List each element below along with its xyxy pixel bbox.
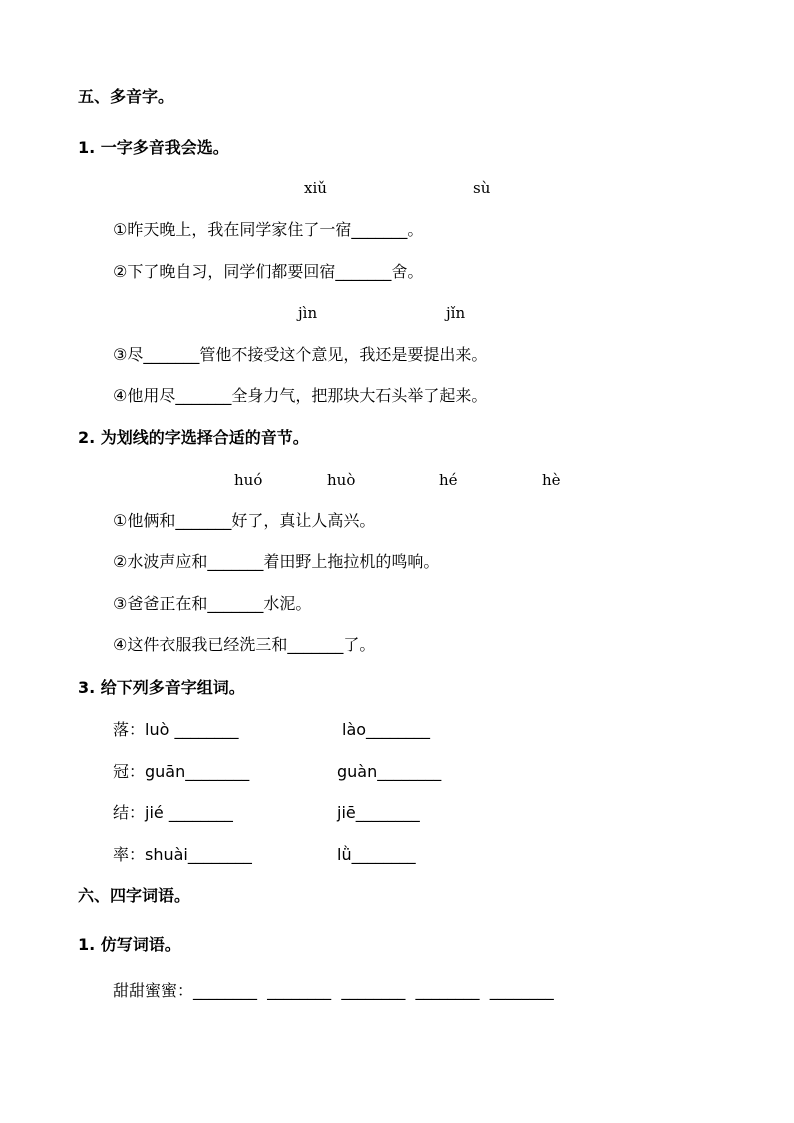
imitate-words-line: 甜甜蜜蜜：________ ________ ________ ________ ________ [113,981,554,1000]
pinyin-huo4: huò [327,471,356,489]
q1-item-3: ③尽_______管他不接受这个意见，我还是要提出来。 [113,345,488,364]
question-2-title: 2. 为划线的字选择合适的音节。 [78,428,309,447]
q3-row-4-right: lǜ________ [337,845,416,864]
pinyin-xiu: xiǔ [304,179,327,197]
q3-row-2-left: 冠：guān________ [113,762,250,781]
pinyin-huo2: huó [234,471,263,489]
q2-item-1: ①他俩和_______好了，真让人高兴。 [113,511,376,530]
question-1-title: 1. 一字多音我会选。 [78,138,229,157]
q3-row-1-right: lào________ [342,720,431,739]
q1-item-1: ①昨天晚上，我在同学家住了一宿_______。 [113,220,424,239]
q1-item-4: ④他用尽_______全身力气，把那块大石头举了起来。 [113,386,488,405]
section-6-title: 六、四字词语。 [78,886,191,905]
pinyin-he2: hé [439,471,458,489]
pinyin-he4: hè [542,471,561,489]
q1-item-2: ②下了晚自习，同学们都要回宿_______舍。 [113,262,424,281]
q3-row-3-right: jiē________ [337,803,420,822]
pinyin-su: sù [473,179,491,197]
pinyin-jin4: jìn [298,304,318,322]
q3-row-4-left: 率：shuài________ [113,845,252,864]
question-3-title: 3. 给下列多音字组词。 [78,678,245,697]
q3-row-2-right: guàn________ [337,762,442,781]
section-5-title: 五、多音字。 [78,87,175,106]
q3-row-1-left: 落：luò ________ [113,720,239,739]
section-6-question-1-title: 1. 仿写词语。 [78,935,181,954]
q3-row-3-left: 结：jié ________ [113,803,233,822]
q2-item-4: ④这件衣服我已经洗三和_______了。 [113,635,376,654]
q2-item-2: ②水波声应和_______着田野上拖拉机的鸣响。 [113,552,440,571]
pinyin-jin3: jǐn [446,304,466,322]
q2-item-3: ③爸爸正在和_______水泥。 [113,594,312,613]
